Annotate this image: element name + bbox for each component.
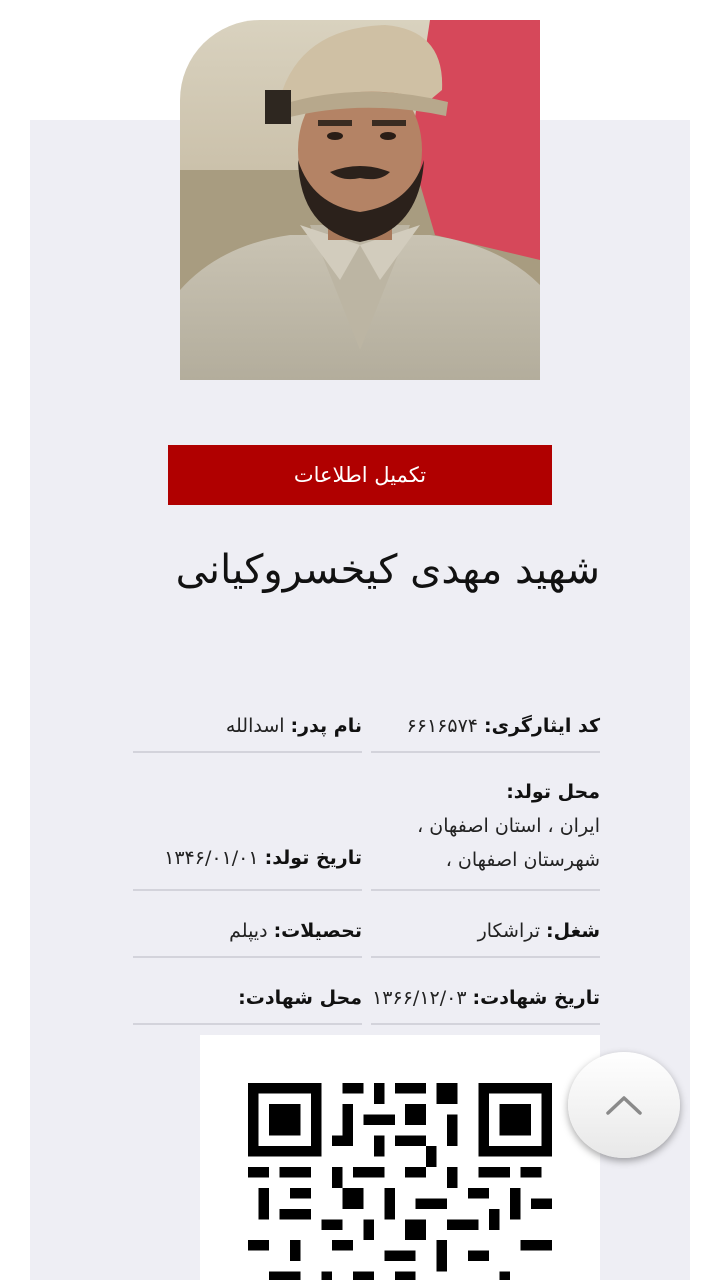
- martyrdom-date-cell: [371, 958, 600, 1025]
- details-row: [133, 690, 600, 753]
- birthdate-value: ۱۳۴۶/۰۱/۰۱: [164, 847, 259, 869]
- birthplace-line1: ایران ، استان اصفهان ،: [417, 815, 600, 837]
- birthplace-label: محل تولد:: [506, 781, 600, 803]
- qr-code-panel: [200, 1035, 600, 1280]
- job-cell: [371, 891, 600, 958]
- qr-code-icon: [248, 1083, 552, 1280]
- birthdate-cell: [133, 753, 362, 891]
- birthdate-label: تاریخ تولد:: [264, 847, 362, 869]
- martyrdom-date-label: تاریخ شهادت:: [472, 987, 600, 1009]
- details-row: [133, 891, 600, 958]
- martyrdom-place-cell: [133, 958, 362, 1025]
- code-label: کد ایثارگری:: [484, 715, 600, 737]
- birthplace-line2: شهرستان اصفهان ،: [445, 849, 600, 871]
- code-value: ۶۶۱۶۵۷۴: [406, 715, 478, 737]
- martyr-name: شهید مهدی کیخسروکیانی: [175, 547, 600, 593]
- scroll-top-button[interactable]: [568, 1052, 680, 1158]
- martyrdom-place-label: محل شهادت:: [238, 987, 362, 1009]
- education-label: تحصیلات:: [273, 920, 362, 942]
- father-value: اسدالله: [225, 715, 285, 737]
- martyrdom-date-value: ۱۳۶۶/۱۲/۰۳: [372, 987, 467, 1009]
- father-label: نام پدر:: [290, 715, 362, 737]
- birthplace-cell: [371, 753, 600, 891]
- job-label: شغل:: [546, 920, 600, 942]
- father-cell: [133, 690, 362, 753]
- job-value: تراشکار: [477, 920, 541, 942]
- complete-info-button[interactable]: تکمیل اطلاعات: [168, 445, 552, 505]
- details-row: [133, 958, 600, 1025]
- details-row: [133, 753, 600, 891]
- martyr-photo: [180, 20, 540, 380]
- chevron-up-icon: [604, 1093, 644, 1117]
- details-grid: [133, 690, 600, 1025]
- education-cell: [133, 891, 362, 958]
- code-cell: [371, 690, 600, 753]
- education-value: دیپلم: [229, 920, 268, 942]
